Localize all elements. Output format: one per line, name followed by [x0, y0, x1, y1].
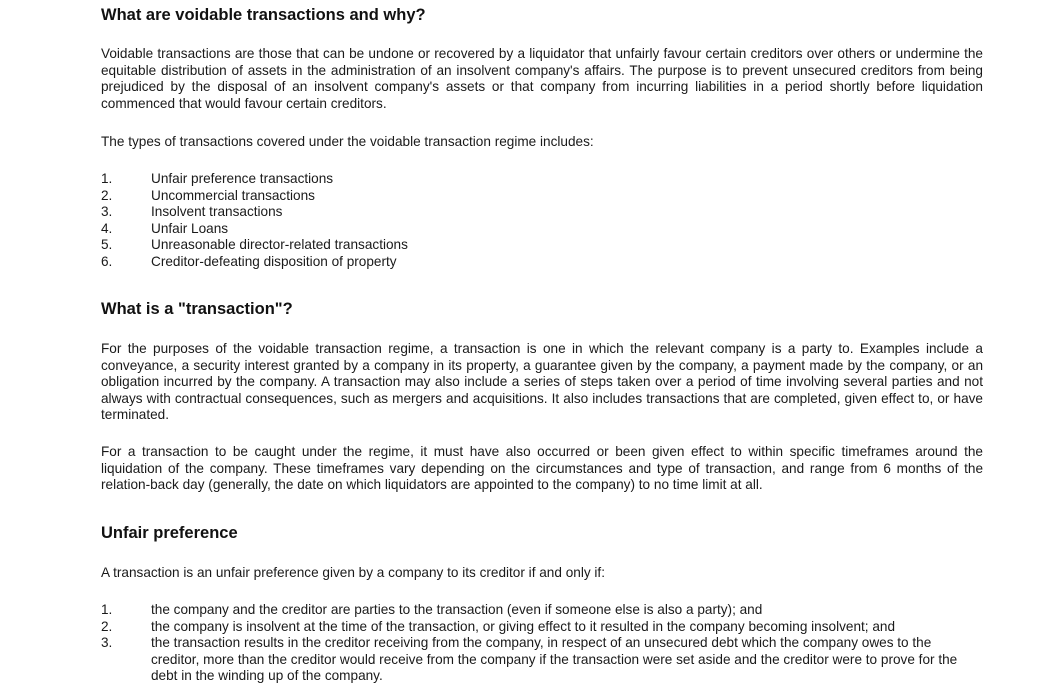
list-item-number: 3.	[101, 635, 113, 651]
list-item-text: the transaction results in the creditor receiving from the company, in respect of an unsecured debt which the company owes to the creditor, more than the creditor would receive from the company if the transaction were set aside and the creditor were to prove for the debt in the winding up of the company.	[151, 635, 958, 684]
list-item	[101, 254, 983, 271]
list-item-number: 5.	[101, 237, 113, 253]
paragraph-timeframes: For a transaction to be caught under the regime, it must have also occurred or been given effect to within specific timeframes around the liquidation of the company. These timeframes vary depending on the circumstances and type of transaction, and range from 6 months of the relation-back day (generally, the date on which liquidators are appointed to the company) to no time limit at all.	[101, 444, 983, 493]
paragraph-types-intro: The types of transactions covered under the voidable transaction regime includes:	[101, 134, 594, 149]
list-item-number: 3.	[101, 204, 113, 220]
list-item	[101, 204, 983, 221]
paragraph-voidable-intro: Voidable transactions are those that can be undone or recovered by a liquidator that unfairly favour certain creditors over others or undermine the equitable distribution of assets in the administration of an insolvent company's affairs. The purpose is to prevent unsecured creditors from being prejudiced by the disposal of an insolvent company's assets or that company from incurring liabilities in a period shortly before liquidation commenced that would favour certain creditors.	[101, 46, 983, 111]
list-item-text: the company and the creditor are parties to the transaction (even if someone else is also a party); and	[151, 602, 763, 617]
list-item	[101, 237, 983, 254]
list-item-text: Unreasonable director-related transactions	[151, 237, 408, 253]
paragraph-unfair-preference-intro: A transaction is an unfair preference given by a company to its creditor if and only if:	[101, 565, 605, 580]
list-item-number: 2.	[101, 618, 113, 634]
section-heading-what-is-transaction: What is a "transaction"?	[101, 300, 293, 318]
list-item-text: the company is insolvent at the time of the transaction, or giving effect to it resulted in the company becoming insolvent; and	[151, 618, 896, 634]
transaction-types-list	[101, 171, 983, 271]
list-item-text: Unfair preference transactions	[151, 171, 334, 186]
list-item-text: Insolvent transactions	[151, 204, 283, 220]
list-item	[101, 619, 983, 636]
list-item-number: 1.	[101, 602, 113, 617]
list-item-text: Uncommercial transactions	[151, 187, 315, 203]
list-item	[101, 635, 983, 685]
list-item	[101, 188, 983, 205]
list-item	[101, 602, 983, 619]
section-heading-unfair-preference: Unfair preference	[101, 524, 238, 542]
unfair-preference-conditions-list	[101, 602, 983, 685]
list-item-number: 2.	[101, 187, 113, 203]
list-item-number: 4.	[101, 220, 113, 236]
list-item-number: 6.	[101, 253, 113, 269]
list-item-number: 1.	[101, 171, 113, 186]
list-item	[101, 171, 983, 188]
list-item-text: Creditor-defeating disposition of property	[151, 253, 397, 269]
list-item	[101, 221, 983, 238]
paragraph-transaction-definition: For the purposes of the voidable transaction regime, a transaction is one in which the relevant company is a party to. Examples include a conveyance, a security interest granted by a company in its property, a guarantee given by the company, a payment made by the company, or an obligation incurred by the company. A transaction may also include a series of steps taken over a period of time involving several parties and not always with contractual consequences, such as mergers and acquisitions. It also includes transactions that are completed, given effect to, or have terminated.	[101, 341, 983, 423]
section-heading-voidable-transactions: What are voidable transactions and why?	[101, 6, 426, 24]
list-item-text: Unfair Loans	[151, 220, 229, 236]
